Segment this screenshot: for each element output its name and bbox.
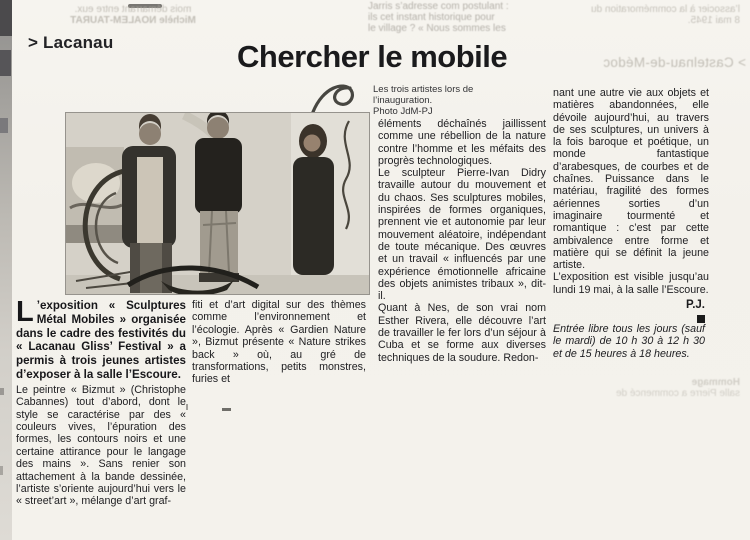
scan-artifact xyxy=(222,408,231,411)
lead-text: ’exposition « Sculptures Métal Mobiles » organisée dans le cadre des festivités du « Lacanau Gliss’ Festival » a permis à trois jeunes artistes d’exposer à la salle l’Escoure. xyxy=(16,299,186,381)
article-column-3 xyxy=(378,118,546,364)
bleedthrough-line: salle Pierre a commencé de xyxy=(616,388,740,399)
bleedthrough-line: ils cet instant historique pour xyxy=(368,12,495,23)
body-paragraph: Le peintre « Bizmut » (Christophe Cabannes) tout d’abord, dont le style se caractérise par des « couleurs vives, l’épuration des formes, les contours noirs et une certaine attirance pour le langage des mains ». Sans renier son attachement à la bande dessinée, l’artiste s’oriente aujourd’hui vers le « street’art », mélange d’art graf- xyxy=(16,383,186,508)
scan-edge-mark xyxy=(0,50,11,76)
painting-shape xyxy=(72,163,120,203)
article-column-2 xyxy=(192,299,366,386)
bleedthrough-line: Jarris s’adresse com postulant : xyxy=(368,1,509,12)
bleedthrough-line: Hommage xyxy=(691,377,740,388)
body-paragraph: fiti et d’art digital sur des thèmes comme l’environnement et l’écologie. Après « Gardien Nature », Bizmut présente « Nature strikes back » où, au gré de transformations, petits monstres, furies et xyxy=(192,299,366,386)
photo-caption-line1: Les trois artistes lors de l’inauguration. xyxy=(373,84,474,106)
bleedthrough-top-middle xyxy=(368,1,522,34)
scan-edge-left xyxy=(0,0,12,540)
scan-edge-mark xyxy=(0,388,4,395)
scan-artifact xyxy=(186,404,188,410)
bleedthrough-line: Michèle NOALEM-TAURAT xyxy=(70,15,196,26)
bleedthrough-section-header: > Castelnau-de-Médoc xyxy=(603,55,746,70)
end-of-article-marker xyxy=(697,315,705,323)
scan-edge-mark xyxy=(0,466,3,475)
bleedthrough-bottom-right xyxy=(575,377,740,399)
body-paragraph: nant une autre vie aux objets et matières abandonnées, elle dévoile aujourd’hui, au travers de ses sculptures, un univers à la fois baroque et poétique, un monde fantastique d’arabesques, de courbes et de chaînes. Puissance dans le matériau, fragilité des formes aériennes sorties d’un imaginaire tourmenté et romantique : c’est par cette ambivalence entre forme et matière qui se définit la jeune artiste. xyxy=(553,87,709,272)
artist-center-silhouette xyxy=(195,113,242,282)
bleedthrough-top-left xyxy=(48,4,218,26)
scan-edge-mark xyxy=(0,0,12,36)
body-paragraph: Quant à Nes, de son vrai nom Esther Rivera, elle découvre l’art de travailler le fer lors d’un séjour à Cuba et se forme aux diverses techniques de la soudure. Redon- xyxy=(378,302,546,364)
article-photo xyxy=(65,112,370,295)
article-headline: Chercher le mobile xyxy=(237,39,508,74)
article-column-1 xyxy=(16,296,186,508)
article-column-4 xyxy=(553,87,709,360)
bleedthrough-line: 8 mai 1945. xyxy=(687,15,740,26)
lead-paragraph xyxy=(16,296,186,382)
photo-caption xyxy=(373,84,533,117)
photo-illustration xyxy=(66,113,369,294)
byline: P.J. xyxy=(686,299,705,312)
body-paragraph: éléments déchaînés jaillissent comme une rébellion de la nature contre l’homme et les méfaits des progrès technologiques. xyxy=(378,118,546,167)
scan-edge-mark xyxy=(0,118,8,133)
practical-info-note: Entrée libre tous les jours (sauf le mardi) de 10 h 30 à 12 h 30 et de 15 heures à 18 heures. xyxy=(553,323,705,360)
bleedthrough-top-right xyxy=(572,4,740,26)
section-label: > Lacanau xyxy=(28,33,114,52)
bleedthrough-line: l’associer à la commémoration du xyxy=(591,4,740,15)
drop-cap: L xyxy=(16,296,34,328)
bleedthrough-line: mois démarrant entre eux. xyxy=(74,4,192,15)
photo-caption-line2: Photo JdM-PJ xyxy=(373,106,433,117)
body-paragraph: Le sculpteur Pierre-Ivan Didry travaille autour du mouvement et du chaos. Ses sculptures mobiles, inspirées de formes organiques, prennent vie et autonomie par leur mouvement aléatoire, indépendant de toute mécanique. Des œuvres et un travail « influencés par une expérience émotionnelle africaine des objets animistes tribaux », dit-il. xyxy=(378,167,546,303)
bleedthrough-line: le village ? « Nous sommes les xyxy=(368,23,506,34)
body-paragraph: L’exposition est visible jusqu’au lundi 19 mai, à la salle l’Escoure. xyxy=(553,271,709,296)
